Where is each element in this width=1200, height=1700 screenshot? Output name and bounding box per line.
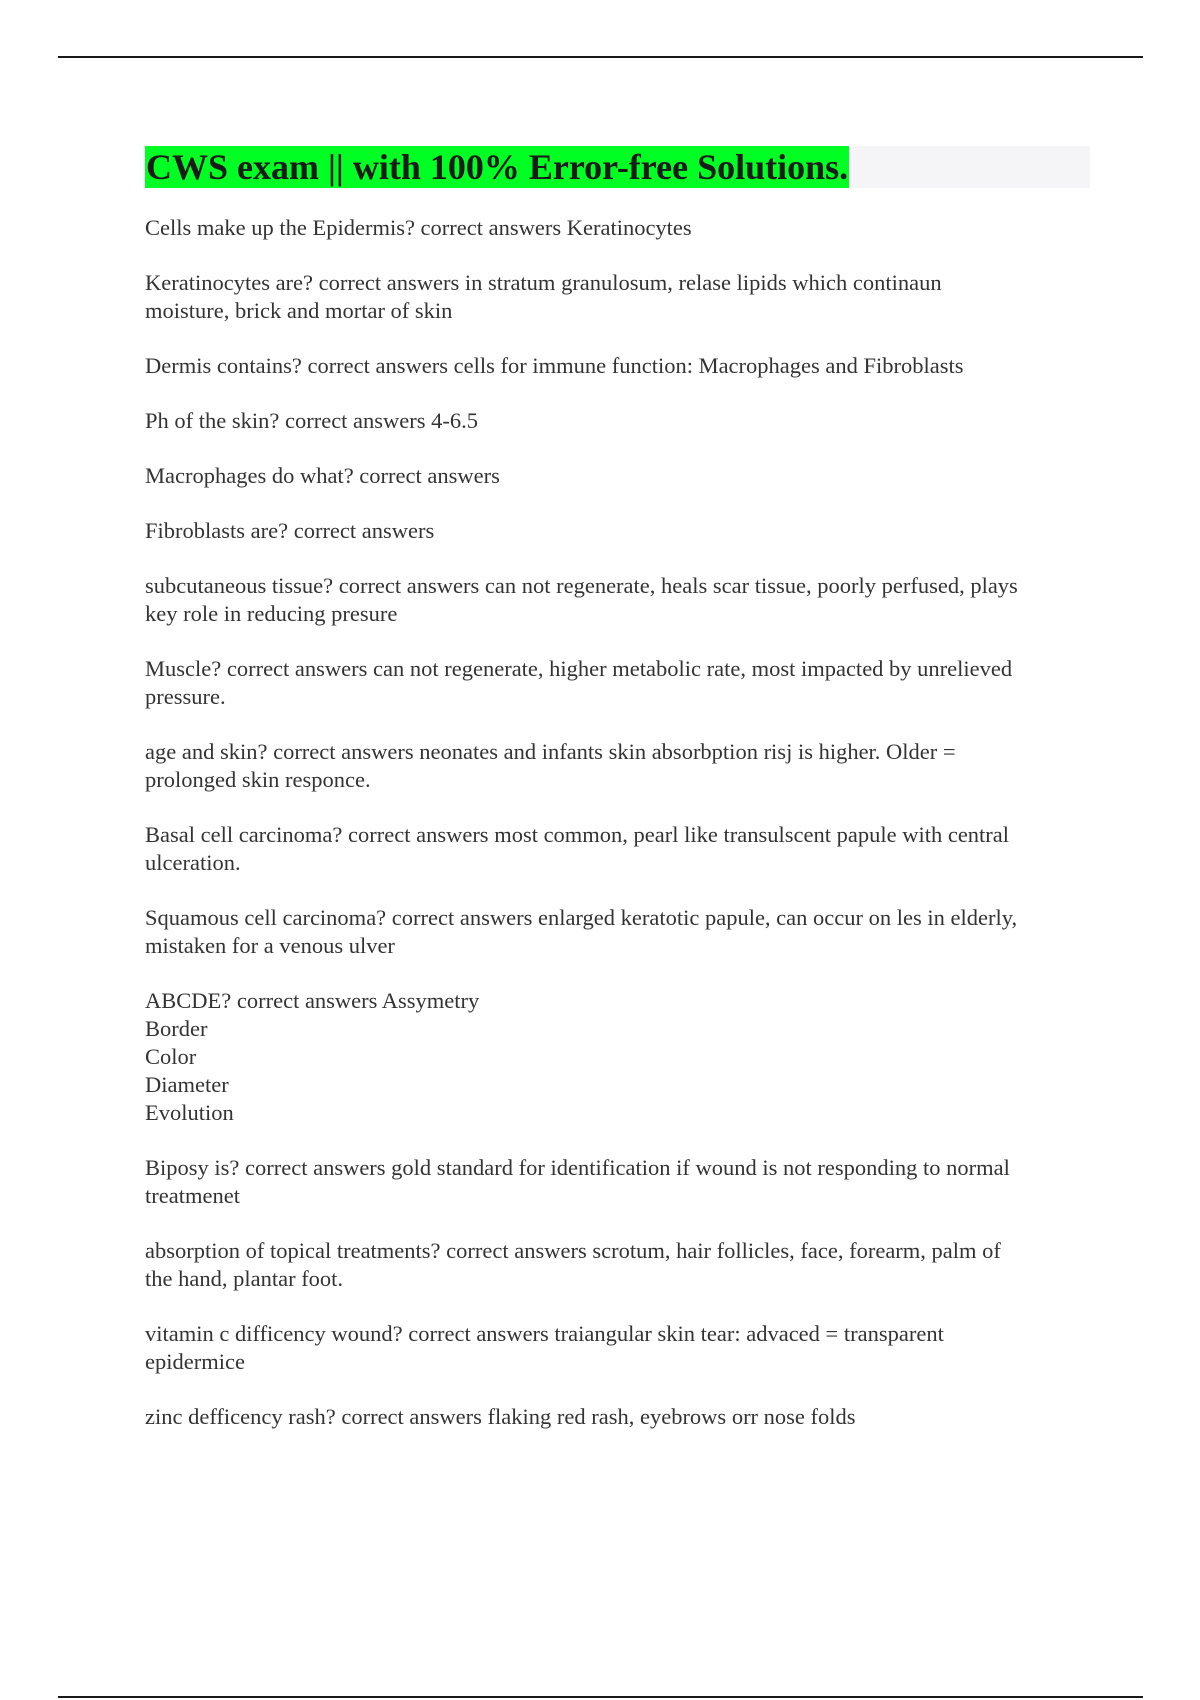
qa-item: subcutaneous tissue? correct answers can not regenerate, heals scar tissue, poorly perfused, plays key role in reducing presure xyxy=(145,573,1018,626)
qa-item: vitamin c difficency wound? correct answers traiangular skin tear: advaced = transparent epidermice xyxy=(145,1321,944,1374)
qa-item: Ph of the skin? correct answers 4-6.5 xyxy=(145,408,479,433)
qa-item: age and skin? correct answers neonates and infants skin absorbption risj is higher. Older = prolonged skin responce. xyxy=(145,739,956,792)
top-divider xyxy=(58,56,1143,58)
qa-item: Basal cell carcinoma? correct answers most common, pearl like transulscent papule with central ulceration. xyxy=(145,822,1010,875)
qa-item: ABCDE? correct answers Assymetry Border Color Diameter Evolution xyxy=(145,988,480,1125)
qa-item: absorption of topical treatments? correct answers scrotum, hair follicles, face, forearm, palm of the hand, plantar foot. xyxy=(145,1238,1001,1291)
qa-item: Cells make up the Epidermis? correct answers Keratinocytes xyxy=(145,215,692,240)
qa-item: Dermis contains? correct answers cells for immune function: Macrophages and Fibroblasts xyxy=(145,353,964,378)
qa-item: Squamous cell carcinoma? correct answers enlarged keratotic papule, can occur on les in elderly, mistaken for a venous ulver xyxy=(145,905,1018,958)
qa-item: Fibroblasts are? correct answers xyxy=(145,518,435,543)
qa-item: Keratinocytes are? correct answers in stratum granulosum, relase lipids which continaun moisture, brick and mortar of skin xyxy=(145,270,942,323)
qa-item: Muscle? correct answers can not regenerate, higher metabolic rate, most impacted by unrelieved pressure. xyxy=(145,656,1013,709)
qa-item: zinc defficency rash? correct answers flaking red rash, eyebrows orr nose folds xyxy=(145,1404,856,1429)
qa-list xyxy=(145,214,1090,1431)
document-body xyxy=(145,146,1090,1458)
document-title: CWS exam || with 100% Error-free Solutions. xyxy=(146,147,849,187)
bottom-divider xyxy=(58,1696,1143,1698)
qa-item: Biposy is? correct answers gold standard for identification if wound is not responding to normal treatmenet xyxy=(145,1155,1010,1208)
title-bar xyxy=(145,146,1090,188)
qa-item: Macrophages do what? correct answers xyxy=(145,463,500,488)
